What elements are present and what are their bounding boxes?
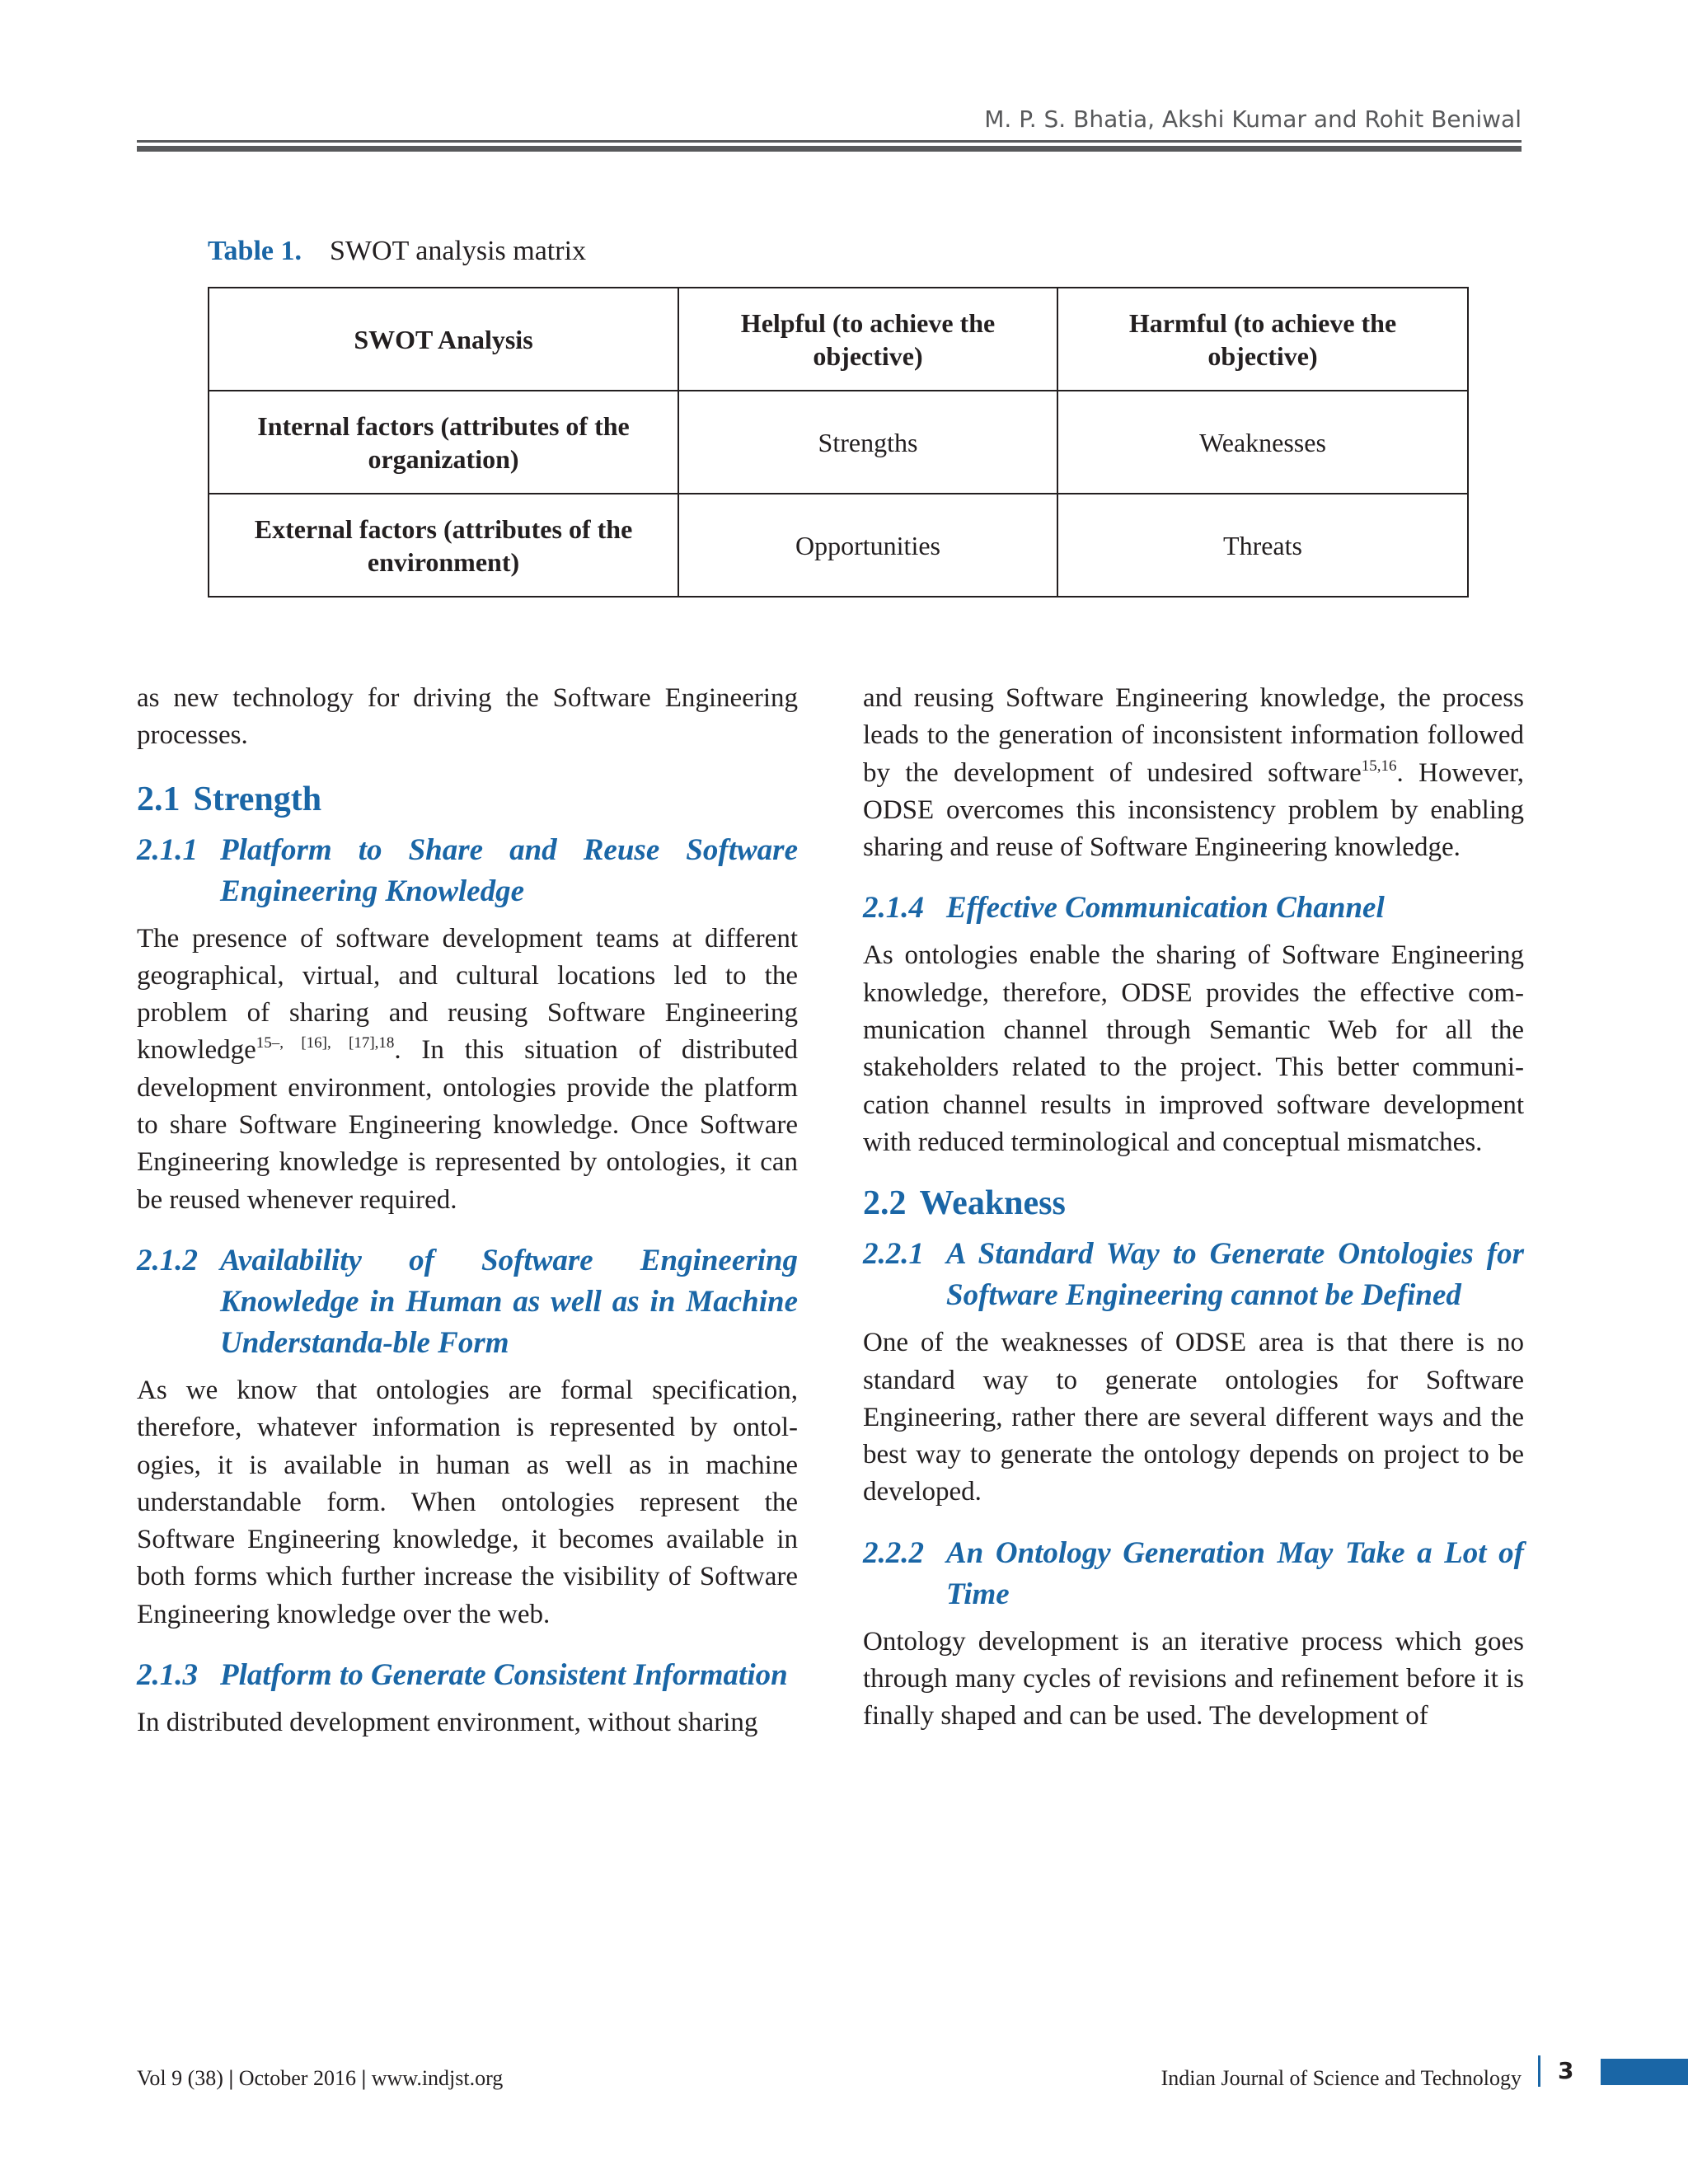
right-column	[863, 680, 1524, 1736]
subsection-heading: 2.1.3 Platform to Generate Consistent Information	[137, 1658, 788, 1693]
citation: 15–, [16], [17],18	[256, 1034, 395, 1052]
paragraph: The presence of software development teams at different geographical, virtual, and cultural locations led to the problem of sharing and reusing Software Engineering knowledge$^{15-, [16], [17],18}$. In this situation of distributed development environment, ontologies provide the platform to share Software Engineering knowledge. Once Software Engineering knowledge is represented by ontologies, it can be reused whenever required.	[137, 923, 798, 1215]
row-header: External factors (attributes of the environment)	[209, 494, 678, 597]
table-title: SWOT analysis matrix	[330, 236, 587, 266]
footer-accent-block	[1601, 2059, 1688, 2085]
subsection-heading: 2.2.1 A Standard Way to Generate Ontologies for Software Engineering cannot be Defined	[863, 1237, 1524, 1313]
paragraph: As we know that ontologies are formal specification, therefore, whatever information is represented by ontologies, it is available in human as well as in machine understandable form. When ontologies represent the Software Engineering knowledge, it becomes available in both forms which further increase the visibility of Software Engineering knowledge over the web.	[137, 1375, 798, 1629]
column-header: Helpful (to achieve the objective)	[678, 288, 1057, 391]
header-rule-thick	[137, 146, 1522, 152]
table-cell: Strengths	[678, 391, 1057, 494]
column-header: Harmful (to achieve the objective)	[1057, 288, 1468, 391]
table-header-row	[209, 288, 1468, 391]
subsection-heading: 2.1.2 Availability of Software Engineering Knowledge in Human as well as in Machine Understanda-ble Form	[137, 1243, 798, 1360]
table-cell: Opportunities	[678, 494, 1057, 597]
table-row	[209, 391, 1468, 494]
footer-divider	[1538, 2055, 1540, 2087]
subsection-heading: 2.1.4 Effective Communication Channel	[863, 891, 1385, 926]
table-cell: Weaknesses	[1057, 391, 1468, 494]
column-header: SWOT Analysis	[209, 288, 678, 391]
paragraph: and reusing Software Engineering knowledge, the process leads to the generation of inconsistent information followed by the development of undesired software$^{15,16}$. However, ODSE overcomes this inconsistency problem by enabling sharing and reuse of Software Engineering knowledge.	[863, 683, 1524, 863]
header-rule-thin	[137, 140, 1522, 143]
paragraph: As ontologies enable the sharing of Software Engineering knowledge, therefore, ODSE provides the effective communication channel through Semantic Web for all the stakeholders related to the project. This better communication channel results in improved software development with reduced terminological and conceptual mismatches.	[863, 940, 1524, 1157]
subsection-heading: 2.2.2 An Ontology Generation May Take a Lot of Time	[863, 1535, 1524, 1611]
subsection-heading: 2.1.1 Platform to Share and Reuse Software Engineering Knowledge	[137, 832, 798, 908]
row-header: Internal factors (attributes of the organization)	[209, 391, 678, 494]
table-label: Table 1.	[208, 236, 302, 266]
section-heading-weakness: 2.2 Weakness	[863, 1184, 1066, 1223]
footer-date: October 2016	[238, 2066, 356, 2090]
footer-journal: Indian Journal of Science and Technology	[1160, 2066, 1522, 2090]
table-caption	[208, 236, 586, 267]
page-number: 3	[1558, 2057, 1574, 2084]
table-row	[209, 494, 1468, 597]
footer-separator: |	[361, 2066, 367, 2090]
paragraph: as new technology for driving the Software Engineering processes.	[137, 683, 798, 751]
paragraph: One of the weaknesses of ODSE area is that there is no standard way to generate ontologies for Software Engineering, rather there are several different ways and the best way to generate the ontology depends on project to be developed.	[863, 1328, 1524, 1507]
footer-citation	[137, 2066, 503, 2091]
footer-volume: Vol 9 (38)	[137, 2066, 223, 2090]
paragraph: Ontology development is an iterative process which goes through many cycles of revisions and refinement before it is finally shaped and can be used. The development of	[863, 1626, 1524, 1732]
footer-separator: |	[228, 2066, 234, 2090]
section-heading-strength: 2.1 Strength	[137, 780, 322, 818]
paragraph: In distributed development environment, without sharing	[137, 1708, 758, 1738]
running-header-authors: M. P. S. Bhatia, Akshi Kumar and Rohit Beniwal	[984, 105, 1522, 133]
left-column	[137, 680, 798, 1741]
citation: 15,16	[1361, 757, 1397, 775]
table-cell: Threats	[1057, 494, 1468, 597]
swot-table	[208, 287, 1469, 598]
footer-url[interactable]: www.indjst.org	[371, 2066, 504, 2090]
